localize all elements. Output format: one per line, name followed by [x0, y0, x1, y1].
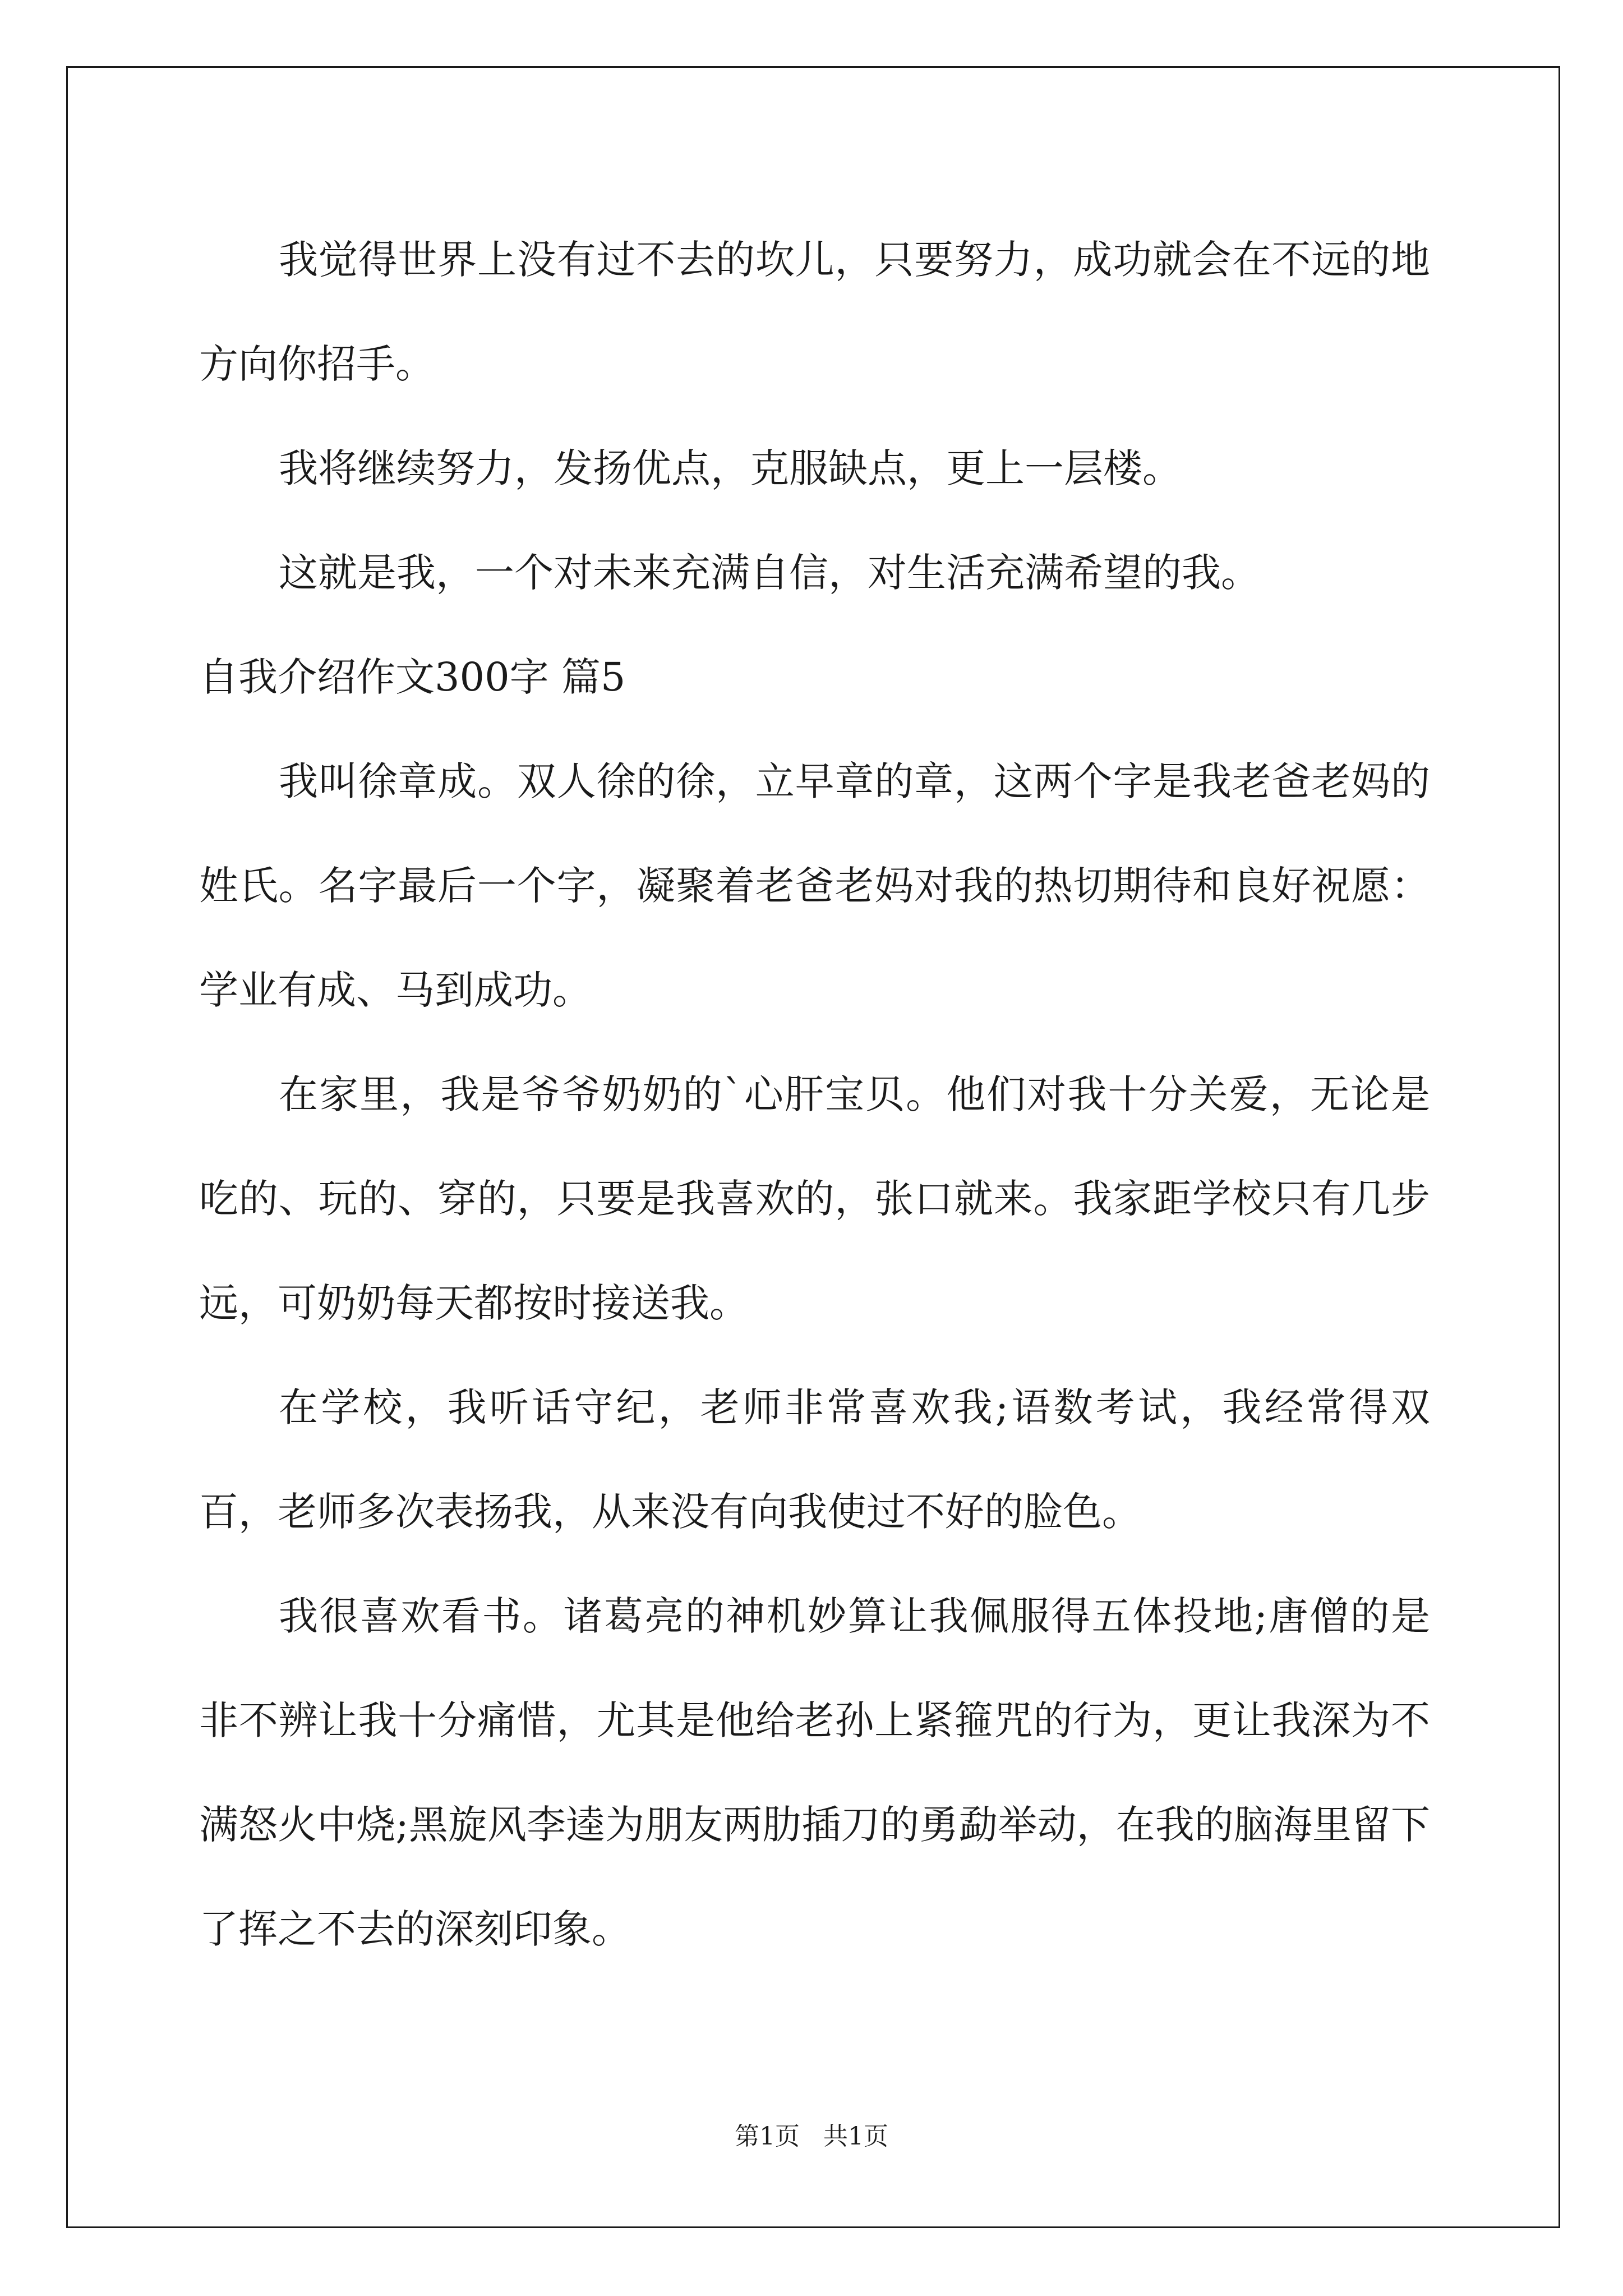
page-number-footer: 第1页 共1页	[735, 2122, 888, 2151]
paragraph: 这就是我，一个对未来充满自信，对生活充满希望的我。	[279, 550, 1260, 596]
paragraph: 我叫徐章成。双人徐的徐，立早章的章，这两个字是我老爸老妈的姓氏。名字最后一个字，凝聚着老爸老妈对我的热切期待和良好祝愿：学业有成、马到成功。	[199, 758, 1430, 1013]
paragraph: 我很喜欢看书。诸葛亮的神机妙算让我佩服得五体投地;唐僧的是非不辨让我十分痛惜，尤其是他给老孙上紧箍咒的行为，更让我深为不满怒火中烧;黑旋风李逵为朋友两肋插刀的勇勐举动，在我的脑海里留下了挥之不去的深刻印象。	[199, 1593, 1430, 1952]
paragraph: 在学校，我听话守纪，老师非常喜欢我;语数考试，我经常得双百，老师多次表扬我，从来没有向我使过不好的脸色。	[199, 1384, 1430, 1535]
section-heading: 自我介绍作文300字 篇5	[199, 654, 626, 700]
document-body	[199, 208, 1430, 1981]
paragraph: 我觉得世界上没有过不去的坎儿，只要努力，成功就会在不远的地方向你招手。	[199, 237, 1430, 387]
paragraph: 我将继续努力，发扬优点，克服缺点，更上一层楼。	[279, 445, 1182, 491]
paragraph: 在家里，我是爷爷奶奶的`心肝宝贝。他们对我十分关爱，无论是吃的、玩的、穿的，只要是我喜欢的，张口就来。我家距学校只有几步远，可奶奶每天都按时接送我。	[199, 1071, 1430, 1326]
